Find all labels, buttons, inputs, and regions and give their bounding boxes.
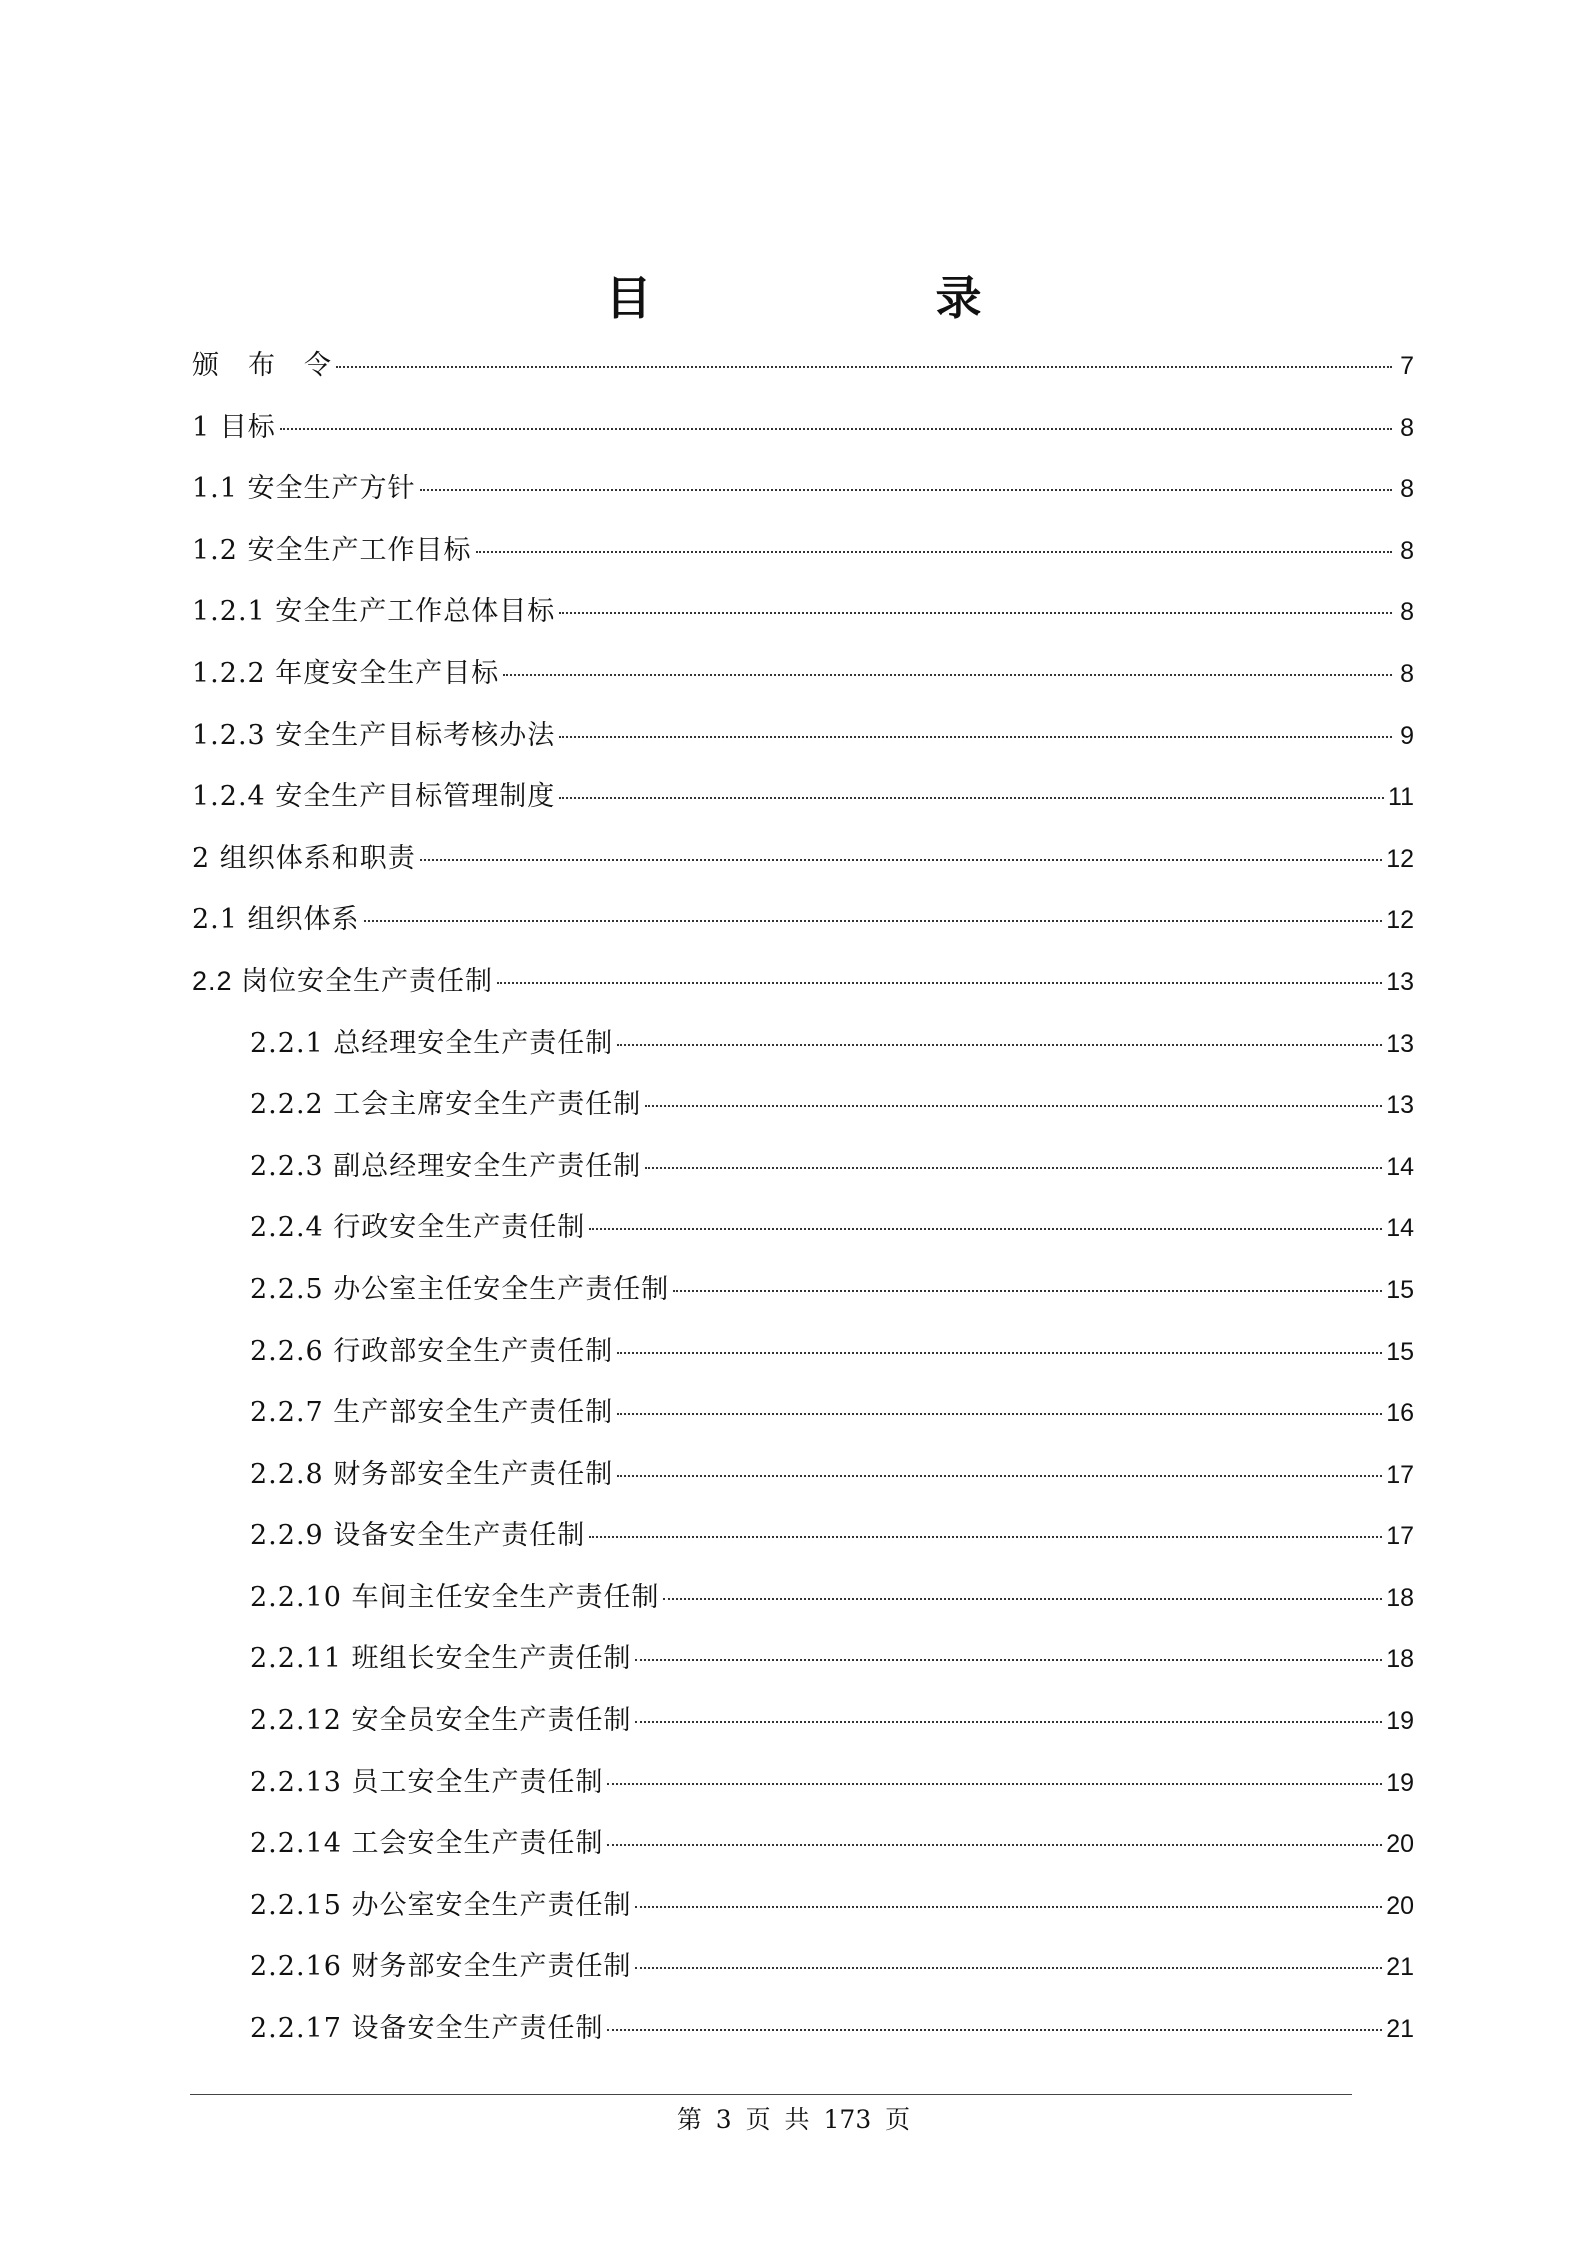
- toc-entry-page-number: 12: [1386, 844, 1414, 873]
- toc-entry-page-number: 8: [1400, 475, 1414, 504]
- toc-dot-leader: [635, 1966, 1382, 1969]
- toc-dot-leader: [645, 1166, 1382, 1169]
- toc-dot-leader: [617, 1351, 1382, 1354]
- toc-dot-leader: [617, 1043, 1382, 1046]
- toc-entry-page-number: 14: [1386, 1152, 1414, 1181]
- toc-entry-label: 2.2.17 设备安全生产责任制: [250, 2013, 604, 2045]
- toc-entry-label: 2.1 组织体系: [192, 904, 360, 936]
- toc-entry-page-number: 11: [1388, 783, 1414, 812]
- toc-entry-page-number: 13: [1386, 1029, 1414, 1058]
- toc-entry[interactable]: [192, 1259, 1414, 1321]
- toc-entry-page-number: 21: [1386, 1953, 1414, 1982]
- toc-entry[interactable]: [192, 520, 1414, 582]
- toc-entry-label: 2.2.2 工会主席安全生产责任制: [250, 1089, 642, 1121]
- toc-dot-leader: [617, 1474, 1382, 1477]
- toc-dot-leader: [635, 1658, 1382, 1661]
- toc-entry-page-number: 14: [1386, 1214, 1414, 1243]
- toc-dot-leader: [559, 735, 1392, 738]
- toc-entry-label: 1.1 安全生产方针: [192, 473, 416, 505]
- toc-dot-leader: [635, 1720, 1382, 1723]
- toc-entry-page-number: 18: [1386, 1583, 1414, 1612]
- toc-entry-label: 2.2.16 财务部安全生产责任制: [250, 1951, 632, 1983]
- toc-dot-leader: [645, 1104, 1382, 1107]
- toc-dot-leader: [420, 488, 1392, 491]
- toc-entry-page-number: 19: [1386, 1707, 1414, 1736]
- toc-dot-leader: [503, 673, 1392, 676]
- toc-entry-label: 1.2.4 安全生产目标管理制度: [192, 781, 556, 813]
- toc-dot-leader: [607, 1782, 1382, 1785]
- toc-entry-page-number: 19: [1386, 1768, 1414, 1797]
- toc-entry[interactable]: [192, 766, 1414, 828]
- toc-entry[interactable]: [192, 1875, 1414, 1937]
- toc-entry[interactable]: [192, 1752, 1414, 1814]
- toc-entry-label: 颁 布 令: [192, 350, 332, 381]
- toc-entry-label: 2.2.10 车间主任安全生产责任制: [250, 1581, 660, 1613]
- toc-dot-leader: [476, 550, 1392, 553]
- toc-entry-label: 1.2 安全生产工作目标: [192, 534, 472, 566]
- toc-entry[interactable]: [192, 397, 1414, 459]
- toc-dot-leader: [589, 1227, 1382, 1230]
- toc-entry[interactable]: [192, 1505, 1414, 1567]
- toc-dot-leader: [559, 611, 1392, 614]
- toc-entry-page-number: 8: [1400, 598, 1414, 627]
- toc-entry-page-number: 7: [1400, 352, 1414, 380]
- toc-entry-label: 1 目标: [192, 411, 276, 443]
- toc-entry[interactable]: [192, 335, 1414, 397]
- toc-entry-label: 2.2.5 办公室主任安全生产责任制: [250, 1273, 670, 1305]
- toc-entry[interactable]: [192, 1813, 1414, 1875]
- toc-entry[interactable]: [192, 1690, 1414, 1752]
- toc-dot-leader: [420, 858, 1382, 861]
- page-footer: 第 3 页 共 173 页: [676, 2105, 911, 2134]
- toc-entry-label: 2.2.14 工会安全生产责任制: [250, 1828, 604, 1860]
- toc-dot-leader: [364, 919, 1383, 922]
- toc-entry-page-number: 16: [1386, 1399, 1414, 1428]
- toc-entry[interactable]: [192, 1197, 1414, 1259]
- toc-dot-leader: [497, 981, 1382, 984]
- toc-entry[interactable]: [192, 1074, 1414, 1136]
- toc-entry-label: 2.2 岗位安全生产责任制: [192, 965, 494, 996]
- toc-entry[interactable]: [192, 1444, 1414, 1506]
- toc-entry[interactable]: [192, 951, 1414, 1013]
- toc-entry-label: 2.2.6 行政部安全生产责任制: [250, 1335, 614, 1367]
- toc-entry[interactable]: [192, 581, 1414, 643]
- toc-entry-label: 2.2.12 安全员安全生产责任制: [250, 1705, 632, 1737]
- toc-dot-leader: [607, 2028, 1382, 2031]
- toc-entry-label: 1.2.3 安全生产目标考核办法: [192, 719, 556, 751]
- toc-entry[interactable]: [192, 828, 1414, 890]
- toc-entry[interactable]: [192, 1013, 1414, 1075]
- toc-entry-label: 2.2.3 副总经理安全生产责任制: [250, 1150, 642, 1182]
- toc-dot-leader: [589, 1535, 1382, 1538]
- toc-entry[interactable]: [192, 889, 1414, 951]
- toc-entry-page-number: 17: [1386, 1460, 1414, 1489]
- toc-dot-leader: [673, 1289, 1382, 1292]
- toc-entry[interactable]: [192, 1567, 1414, 1629]
- toc-entry-page-number: 8: [1400, 413, 1414, 442]
- toc-entry-page-number: 18: [1386, 1645, 1414, 1674]
- toc-dot-leader: [607, 1843, 1382, 1846]
- footer-divider: [190, 2094, 1352, 2095]
- toc-entry[interactable]: [192, 1628, 1414, 1690]
- toc-entry[interactable]: [192, 705, 1414, 767]
- toc-entry-label: 2.2.7 生产部安全生产责任制: [250, 1397, 614, 1429]
- toc-entry-page-number: 20: [1386, 1891, 1414, 1920]
- toc-entry[interactable]: [192, 1136, 1414, 1198]
- toc-entry-label: 2.2.8 财务部安全生产责任制: [250, 1458, 614, 1490]
- toc-entry-label: 2.2.15 办公室安全生产责任制: [250, 1889, 632, 1921]
- toc-entry[interactable]: [192, 1382, 1414, 1444]
- toc-title: 目 录: [605, 271, 1046, 325]
- toc-entry-label: 2.2.9 设备安全生产责任制: [250, 1520, 586, 1552]
- toc-entry-label: 2 组织体系和职责: [192, 842, 416, 874]
- toc-entry-page-number: 15: [1386, 1337, 1414, 1366]
- toc-entry-page-number: 9: [1400, 721, 1414, 750]
- toc-entry-page-number: 8: [1400, 659, 1414, 688]
- toc-entry[interactable]: [192, 1936, 1414, 1998]
- toc-dot-leader: [336, 365, 1392, 368]
- toc-entry-page-number: 20: [1386, 1830, 1414, 1859]
- toc-dot-leader: [559, 796, 1384, 799]
- toc-dot-leader: [280, 427, 1392, 430]
- toc-entry-label: 2.2.1 总经理安全生产责任制: [250, 1027, 614, 1059]
- toc-entry-label: 1.2.1 安全生产工作总体目标: [192, 596, 556, 628]
- toc-entry-page-number: 17: [1386, 1522, 1414, 1551]
- toc-entry[interactable]: [192, 458, 1414, 520]
- toc-dot-leader: [617, 1412, 1382, 1415]
- toc-entry[interactable]: [192, 1998, 1414, 2060]
- toc-entry-page-number: 21: [1386, 2015, 1414, 2044]
- toc-dot-leader: [663, 1597, 1382, 1600]
- toc-entry[interactable]: [192, 643, 1414, 705]
- toc-entry-page-number: 12: [1386, 906, 1414, 935]
- toc-dot-leader: [635, 1905, 1382, 1908]
- toc-entry-label: 2.2.13 员工安全生产责任制: [250, 1766, 604, 1798]
- toc-entry-page-number: 13: [1386, 967, 1414, 996]
- toc-entry-page-number: 8: [1400, 536, 1414, 565]
- toc-entry-label: 2.2.11 班组长安全生产责任制: [250, 1643, 632, 1675]
- toc-entry-label: 2.2.4 行政安全生产责任制: [250, 1212, 586, 1244]
- toc-entry-page-number: 15: [1386, 1275, 1414, 1304]
- toc-entry-page-number: 13: [1386, 1091, 1414, 1120]
- table-of-contents: [192, 335, 1414, 2060]
- toc-entry-label: 1.2.2 年度安全生产目标: [192, 657, 500, 689]
- toc-entry[interactable]: [192, 1321, 1414, 1383]
